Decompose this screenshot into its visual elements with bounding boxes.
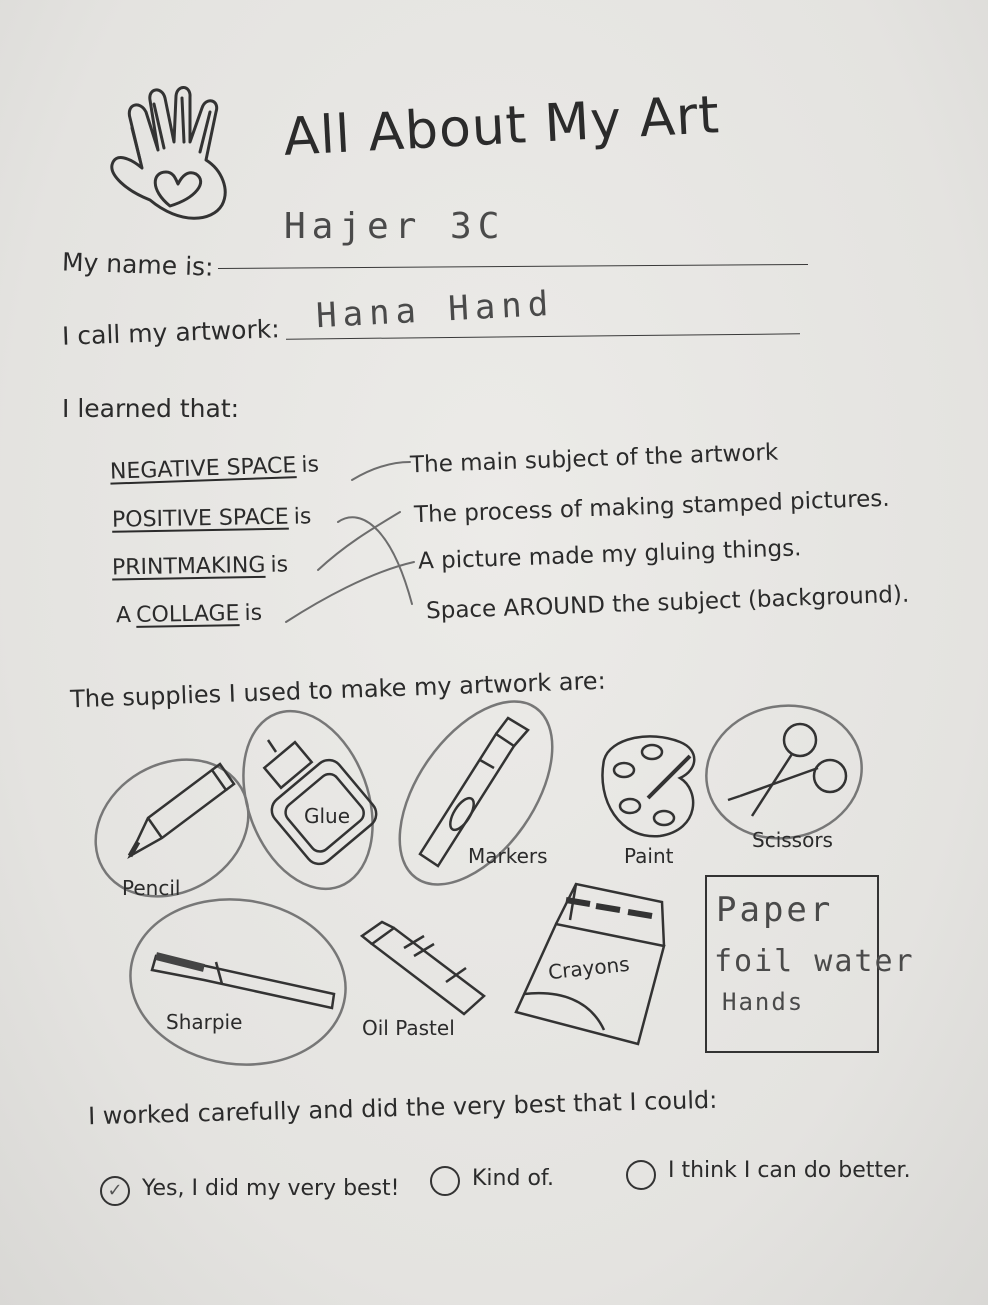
supply-glue-label[interactable]: Glue: [304, 804, 351, 828]
supply-markers-label[interactable]: Markers: [468, 844, 548, 868]
definition-1: The main subject of the artwork: [409, 439, 779, 479]
oil-pastel-icon: [362, 922, 484, 1014]
other-supply-hands[interactable]: Hands: [722, 988, 805, 1016]
term-prefix: A: [115, 603, 132, 629]
sharpie-icon: [152, 956, 334, 1008]
term-positive-space: [112, 504, 312, 532]
supply-scissors-label[interactable]: Scissors: [752, 828, 833, 852]
term-collage: [116, 601, 263, 629]
other-supply-paper[interactable]: Paper: [716, 890, 834, 930]
term-printmaking: [112, 552, 288, 580]
option-kind-of-checkbox[interactable]: [430, 1166, 460, 1196]
definition-2: The process of making stamped pictures.: [413, 485, 891, 529]
option-kind-of-label: Kind of.: [472, 1166, 555, 1191]
option-do-better-checkbox[interactable]: [626, 1160, 656, 1190]
definition-4: Space AROUND the subject (background).: [425, 581, 910, 625]
page-title: All About My Art: [282, 85, 722, 168]
term-suffix: is: [300, 452, 320, 478]
term-label: POSITIVE SPACE: [111, 504, 289, 533]
term-suffix: is: [244, 600, 263, 627]
name-prompt: My name is:: [61, 247, 215, 282]
name-field[interactable]: Hajer 3C: [284, 206, 506, 247]
paint-palette-icon: [602, 736, 694, 836]
supply-sharpie-label[interactable]: Sharpie: [166, 1010, 243, 1034]
supplies-prompt: The supplies I used to make my artwork are:: [69, 666, 607, 714]
term-suffix: is: [270, 552, 289, 578]
supply-paint-label[interactable]: Paint: [624, 844, 674, 868]
option-yes-label: Yes, I did my very best!: [142, 1176, 400, 1201]
other-supply-foil-water[interactable]: foil water: [714, 944, 915, 979]
supply-crayons-label[interactable]: Crayons: [546, 951, 631, 985]
term-label: COLLAGE: [135, 601, 240, 628]
effort-prompt: I worked carefully and did the very best that I could:: [87, 1085, 718, 1131]
term-label: PRINTMAKING: [111, 552, 266, 581]
term-suffix: is: [293, 504, 312, 530]
definition-3: A picture made my gluing things.: [417, 535, 802, 575]
scissors-icon: [728, 724, 846, 816]
hand-heart-icon: [112, 87, 225, 218]
supply-pencil-label[interactable]: Pencil: [122, 876, 181, 900]
matching-lines: [286, 462, 414, 622]
artwork-prompt: I call my artwork:: [61, 314, 281, 351]
term-label: NEGATIVE SPACE: [109, 453, 297, 485]
learned-prompt: I learned that:: [62, 394, 240, 423]
pencil-icon: [130, 764, 234, 856]
supply-oil-pastel-label[interactable]: Oil Pastel: [362, 1016, 455, 1040]
option-do-better-label: I think I can do better.: [668, 1158, 911, 1183]
option-yes-checkbox[interactable]: ✓: [100, 1176, 130, 1206]
artwork-title-field[interactable]: Hana Hand: [315, 283, 556, 337]
